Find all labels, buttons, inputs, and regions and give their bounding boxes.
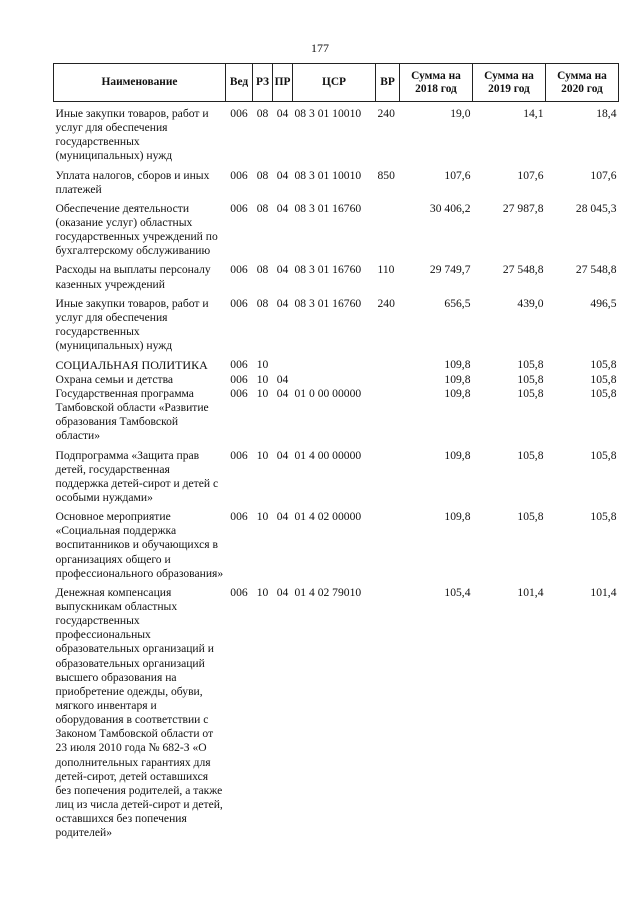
row-pr: 04	[276, 296, 289, 310]
row-sum-2020: 105,8	[590, 372, 617, 386]
row-sum-2018: 30 406,2	[429, 201, 471, 215]
table-row	[54, 444, 619, 506]
row-sum-2019: 105,8	[517, 510, 544, 524]
row-vr: 240	[377, 296, 395, 310]
header-csr: ЦСР	[293, 64, 376, 102]
row-name: Расходы на выплаты персоналу казенных учреждений	[55, 263, 211, 291]
row-sum-2018: 107,6	[444, 168, 471, 182]
row-pr: 04	[276, 201, 289, 215]
row-sum-2018: 109,8	[444, 372, 471, 386]
header-pr: ПР	[273, 64, 293, 102]
row-sum-2020: 27 548,8	[575, 263, 617, 277]
header-sum-2019: Сумма на 2019 год	[473, 64, 546, 102]
row-ved: 006	[230, 448, 248, 462]
row-csr: 08 3 01 16760	[294, 263, 362, 277]
row-csr: 08 3 01 16760	[294, 201, 362, 215]
row-sum-2018: 29 749,7	[429, 263, 471, 277]
row-sum-2019: 105,8	[517, 387, 544, 401]
row-csr	[293, 373, 376, 387]
row-vr	[376, 353, 400, 373]
row-vr: 110	[377, 263, 395, 277]
row-ved: 006	[230, 107, 248, 120]
header-name: Наименование	[54, 64, 226, 102]
row-ved: 006	[230, 263, 248, 277]
row-rz: 08	[256, 296, 269, 310]
row-sum-2018: 19,0	[450, 107, 471, 120]
row-vr	[376, 387, 400, 444]
row-csr: 08 3 01 16760	[294, 296, 362, 310]
row-rz: 10	[256, 510, 269, 524]
row-rz: 10	[256, 372, 269, 386]
row-ved: 006	[230, 296, 248, 310]
row-pr: 04	[276, 448, 289, 462]
table-row	[54, 102, 619, 164]
row-pr: 04	[276, 387, 289, 401]
row-pr: 04	[276, 263, 289, 277]
row-vr	[376, 505, 400, 581]
row-name: Иные закупки товаров, работ и услуг для обеспечения государственных (муниципальных) нужд	[55, 296, 209, 353]
row-sum-2020: 105,8	[590, 358, 617, 372]
row-rz: 08	[256, 107, 269, 120]
row-rz: 10	[256, 358, 269, 372]
row-pr: 04	[276, 168, 289, 182]
header-sum-2020: Сумма на 2020 год	[546, 64, 619, 102]
row-sum-2019: 439,0	[517, 296, 544, 310]
row-csr: 08 3 01 10010	[294, 168, 362, 182]
row-name: Денежная компенсация выпускникам областных государственных профессиональных образовательных организаций и образовательных организаций высшего образования на приобретение одежды, обуви, мягкого инвентаря и оборудования в соответствии с Законом Тамбовской области от 23 июля 2010 года № 682-З «О дополнительных гарантиях для детей-сирот, детей оставшихся без попечения родителей, а также лиц из числа детей-сирот и детей, оставшихся без попечения родителей»	[55, 585, 223, 840]
row-sum-2020: 28 045,3	[575, 201, 617, 215]
header-sum-2018: Сумма на 2018 год	[400, 64, 473, 102]
row-csr: 01 0 00 00000	[294, 387, 362, 401]
row-ved: 006	[230, 387, 248, 401]
table-row	[54, 373, 619, 387]
row-vr	[376, 197, 400, 259]
row-ved: 006	[230, 372, 248, 386]
row-sum-2018: 109,8	[444, 387, 471, 401]
table-row	[54, 197, 619, 259]
row-name: СОЦИАЛЬНАЯ ПОЛИТИКА	[55, 358, 208, 373]
row-pr: 04	[276, 372, 289, 386]
row-ved: 006	[230, 585, 248, 599]
row-ved: 006	[230, 201, 248, 215]
row-name: Обеспечение деятельности (оказание услуг) областных государственных учреждений по бухгалтерскому обслуживанию	[55, 201, 218, 258]
row-sum-2018: 105,4	[444, 585, 471, 599]
row-sum-2019: 105,8	[517, 448, 544, 462]
row-sum-2020: 101,4	[590, 585, 617, 599]
table-row	[54, 258, 619, 291]
row-vr: 240	[377, 107, 395, 120]
row-name: Охрана семьи и детства	[55, 372, 174, 386]
row-sum-2019: 14,1	[523, 107, 544, 120]
header-rz: РЗ	[253, 64, 273, 102]
row-pr	[273, 353, 293, 373]
row-sum-2019: 27 987,8	[502, 201, 544, 215]
row-sum-2020: 105,8	[590, 510, 617, 524]
row-csr: 01 4 02 79010	[294, 585, 362, 599]
row-rz: 08	[256, 201, 269, 215]
row-sum-2019: 105,8	[517, 372, 544, 386]
row-name: Иные закупки товаров, работ и услуг для обеспечения государственных (муниципальных) нужд	[55, 107, 209, 163]
row-sum-2018: 109,8	[444, 448, 471, 462]
row-pr: 04	[276, 107, 289, 120]
header-ved: Вед	[226, 64, 253, 102]
row-csr: 08 3 01 10010	[294, 107, 362, 120]
row-vr	[376, 581, 400, 841]
row-name: Основное мероприятие «Социальная поддержка воспитанников и обучающихся в организациях общего и профессионального образования»	[55, 510, 224, 580]
row-ved: 006	[230, 358, 248, 372]
row-sum-2020: 105,8	[590, 387, 617, 401]
row-rz: 10	[256, 585, 269, 599]
table-row	[54, 387, 619, 444]
row-name: Уплата налогов, сборов и иных платежей	[55, 168, 210, 196]
row-sum-2020: 18,4	[596, 107, 617, 120]
row-sum-2018: 656,5	[444, 296, 471, 310]
row-sum-2020: 105,8	[590, 448, 617, 462]
header-vr: ВР	[376, 64, 400, 102]
table-header-row	[54, 64, 619, 102]
row-sum-2018: 109,8	[444, 510, 471, 524]
table-row	[54, 581, 619, 841]
row-vr	[376, 444, 400, 506]
row-csr	[293, 353, 376, 373]
row-vr: 850	[377, 168, 395, 182]
row-ved: 006	[230, 510, 248, 524]
row-csr: 01 4 02 00000	[294, 510, 362, 524]
budget-table	[53, 63, 619, 840]
table-row	[54, 292, 619, 354]
row-rz: 10	[256, 387, 269, 401]
row-sum-2019: 105,8	[517, 358, 544, 372]
row-sum-2019: 107,6	[517, 168, 544, 182]
row-rz: 08	[256, 168, 269, 182]
row-sum-2019: 27 548,8	[502, 263, 544, 277]
row-rz: 08	[256, 263, 269, 277]
row-csr: 01 4 00 00000	[294, 448, 362, 462]
row-vr	[376, 373, 400, 387]
table-row	[54, 353, 619, 373]
row-name: Государственная программа Тамбовской области «Развитие образования Тамбовской области»	[55, 387, 209, 443]
table-row	[54, 164, 619, 197]
row-ved: 006	[230, 168, 248, 182]
row-sum-2020: 496,5	[590, 296, 617, 310]
row-sum-2020: 107,6	[590, 168, 617, 182]
row-name: Подпрограмма «Защита прав детей, государственная поддержка детей-сирот и детей с особыми нуждами»	[55, 448, 219, 504]
page-number: 177	[311, 41, 329, 55]
table-row	[54, 505, 619, 581]
row-rz: 10	[256, 448, 269, 462]
row-pr: 04	[276, 510, 289, 524]
row-pr: 04	[276, 585, 289, 599]
row-sum-2019: 101,4	[517, 585, 544, 599]
row-sum-2018: 109,8	[444, 358, 471, 372]
